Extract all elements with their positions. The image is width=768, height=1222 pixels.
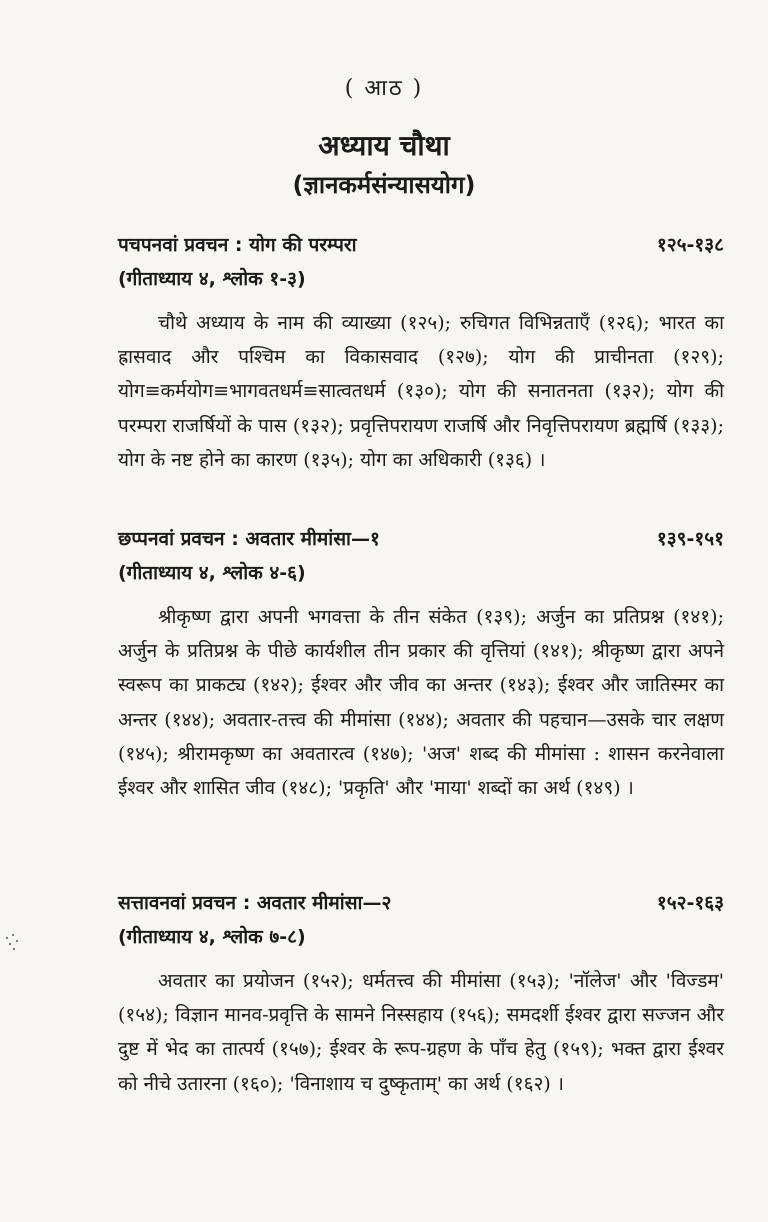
discourse-section — [118, 886, 724, 1101]
discourse-section — [118, 228, 724, 477]
section-heading — [118, 228, 724, 262]
section-heading — [118, 886, 724, 920]
section-page-range: १५२-१६३ — [656, 892, 724, 914]
section-title: छप्पनवां प्रवचन : अवतार मीमांसा—१ — [118, 528, 380, 550]
section-body: अवतार का प्रयोजन (१५२); धर्मतत्त्व की मीमांसा (१५३); 'नॉलेज' और 'विज्डम' (१५४); विज्ञान मानव-प्रवृत्ति के सामने निस्सहाय (१५६); समदर्शी ईश्वर द्वारा सज्जन और दुष्ट में भेद का तात्पर्य (१५७); ईश्वर के रूप-ग्रहण के पाँच हेतु (१५९); भक्त द्वारा ईश्वर को नीचे उतारना (१६०); 'विनाशाय च दुष्कृताम्' का अर्थ (१६२) । — [118, 970, 724, 1095]
chapter-subtitle: (ज्ञानकर्मसंन्यासयोग) — [292, 171, 476, 199]
section-page-range: १२५-१३८ — [656, 234, 724, 256]
section-title: सत्तावनवां प्रवचन : अवतार मीमांसा—२ — [118, 892, 392, 914]
discourse-section — [118, 522, 724, 805]
section-title: पचपनवां प्रवचन : योग की परम्परा — [118, 234, 357, 256]
section-verse-reference: (गीताध्याय ४, श्लोक ४-६) — [118, 562, 306, 584]
section-verse-reference: (गीताध्याय ४, श्लोक ७-८) — [118, 926, 306, 948]
section-verse-reference: (गीताध्याय ४, श्लोक १-३) — [118, 268, 306, 290]
section-page-range: १३९-१५१ — [656, 528, 724, 550]
page-number: ( आठ ) — [344, 76, 424, 101]
section-body: चौथे अध्याय के नाम की व्याख्या (१२५); रुचिगत विभिन्नताएँ (१२६); भारत का ह्रासवाद और पश्चिम का विकासवाद (१२७); योग की प्राचीनता (१२९); योग≡कर्मयोग≡भागवतधर्म≡सात्वतधर्म (१३०); योग की सनातनता (१३२); योग की परम्परा राजर्षियों के पास (१३२); प्रवृत्तिपरायण राजर्षि और निवृत्तिपरायण ब्रह्मर्षि (१३३); योग के नष्ट होने का कारण (१३५); योग का अधिकारी (१३६) । — [118, 312, 724, 471]
section-body: श्रीकृष्ण द्वारा अपनी भगवत्ता के तीन संकेत (१३९); अर्जुन का प्रतिप्रश्न (१४१); अर्जुन के प्रतिप्रश्न के पीछे कार्यशील तीन प्रकार की वृत्तियां (१४१); श्रीकृष्ण द्वारा अपने स्वरूप का प्राकट्य (१४२); ईश्वर और जीव का अन्तर (१४३); ईश्वर और जातिस्मर का अन्तर (१४४); अवतार-तत्त्व की मीमांसा (१४४); अवतार की पहचान—उसके चार लक्षण (१४५); श्रीरामकृष्ण का अवतारत्व (१४७); 'अज' शब्द की मीमांसा : शासन करनेवाला ईश्वर और शासित जीव (१४८); 'प्रकृति' और 'माया' शब्दों का अर्थ (१४९) । — [118, 606, 724, 800]
scan-speck-marks — [4, 934, 22, 954]
section-heading — [118, 522, 724, 556]
chapter-title: अध्याय चौथा — [318, 129, 450, 162]
